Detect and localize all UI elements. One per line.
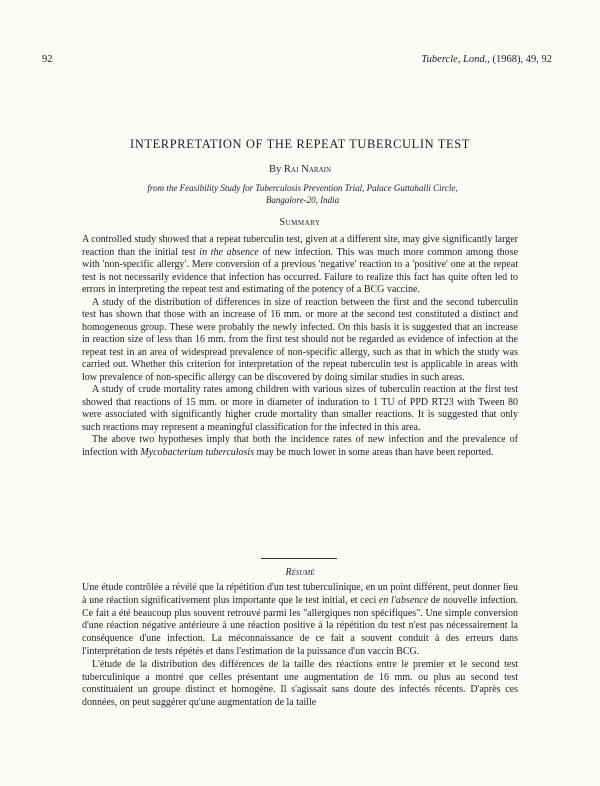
summary-p4-text-a: The above two hypotheses imply that both the incidence rates of new infection and the prevalence of infection with bbox=[82, 434, 518, 458]
affiliation-line-1: from the Feasibility Study for Tuberculosis Prevention Trial, Palace Guttahalli Circle, bbox=[147, 183, 458, 193]
journal-name: Tubercle, Lond., bbox=[421, 54, 490, 65]
affiliation-line-2: Bangalore-20, India bbox=[265, 195, 340, 205]
journal-citation bbox=[421, 54, 552, 65]
resume-p1-emphasis: en l'absence bbox=[378, 594, 429, 606]
resume-paragraph-1 bbox=[82, 582, 518, 659]
section-divider bbox=[261, 558, 337, 559]
resume-heading: Résumé bbox=[285, 567, 315, 578]
journal-volume: (1968), 49, 92 bbox=[492, 54, 552, 65]
byline-by: By bbox=[268, 164, 282, 175]
summary-heading: Summary bbox=[279, 217, 321, 228]
summary-p1-text-b: of new infection. This was much more common among those with 'non-specific allergy'. Mere conversion of a previous 'negative' reaction to a 'positive' one at the repeat test is not necessarily evidence that infection has occurred. Failure to realize this fact has quite often led to errors in interpreting the repeat test and estimating of the potency of a BCG vaccine. bbox=[82, 246, 519, 295]
summary-p1-emphasis: in the absence bbox=[199, 246, 259, 258]
page-number: 92 bbox=[42, 54, 53, 65]
summary-section bbox=[82, 234, 518, 459]
resume-section bbox=[82, 582, 518, 710]
author-name: Raj Narain bbox=[283, 164, 332, 175]
summary-p4-emphasis: Mycobacterium tuberculosis bbox=[140, 446, 255, 458]
affiliation bbox=[130, 182, 475, 206]
resume-p1-text-b: de nouvelle infection. Ce fait a été beaucoup plus souvent retrouvé parmi les "allergiques non spécifiques". Une simple conversion d'une réaction négative antérieure à une réaction positive à la répétition du test n'est pas nécessairement la conséquence d'une infection. La méconnaissance de ce fait a souvent conduit à des erreurs dans l'interprétation de tests répétés et dans l'estimation de la puissance d'un vaccin BCG. bbox=[82, 594, 518, 657]
summary-paragraph-2: A study of the distribution of differences in size of reaction between the first and the second tuberculin test has shown that those with an increase of 16 mm. or more at the second test constituted a distinct and homogeneous group. These were probably the newly infected. On this basis it is suggested that an increase in reaction size of less than 16 mm. from the first test should not be regarded as evidence of infection at the repeat test in an area of widespread prevalence of non-specific allergy, such as that in which the study was carried out. Whether this criterion for interpretation of the repeat tuberculin test is applicable in areas with low prevalence of non-specific allergy can be discovered by doing similar studies in such areas. bbox=[82, 296, 518, 383]
byline bbox=[0, 164, 600, 175]
running-header bbox=[42, 54, 552, 70]
summary-p1-text-a: A controlled study showed that a repeat tuberculin test, given at a different site, may give significantly larger reaction than the initial test bbox=[82, 234, 518, 258]
summary-paragraph-3: A study of crude mortality rates among children with various sizes of tuberculin reaction at the first test showed that reactions of 15 mm. or more in diameter of induration to 1 TU of PPD RT23 with Tween 80 were associated with significantly higher crude mortality than smaller reactions. It is suggested that only such reactions may represent a meaningful classification for the infected in this area. bbox=[82, 384, 518, 433]
summary-p4-text-b: may be much lower in some areas than have been reported. bbox=[254, 446, 494, 458]
resume-p1-text-a: Une étude contrôlée a révélé que la répétition d'un test tuberculinique, en un point différent, peut donner lieu à une réaction significativement plus importante que le test initial, et ceci bbox=[82, 582, 518, 606]
article-title: INTERPRETATION OF THE REPEAT TUBERCULIN TEST bbox=[129, 137, 471, 151]
summary-paragraph-1 bbox=[82, 234, 518, 297]
summary-paragraph-4 bbox=[82, 434, 518, 459]
resume-paragraph-2: L'étude de la distribution des différences de la taille des réactions entre le premier et le second test tuberculinique a montré que celles présentant une augmentation de 16 mm. ou plus au second test constituaient un groupe distinct et homogène. Il s'agissait sans doute des infectés récents. D'après ces données, on peut suggérer qu'une augmentation de la taille bbox=[82, 658, 518, 709]
